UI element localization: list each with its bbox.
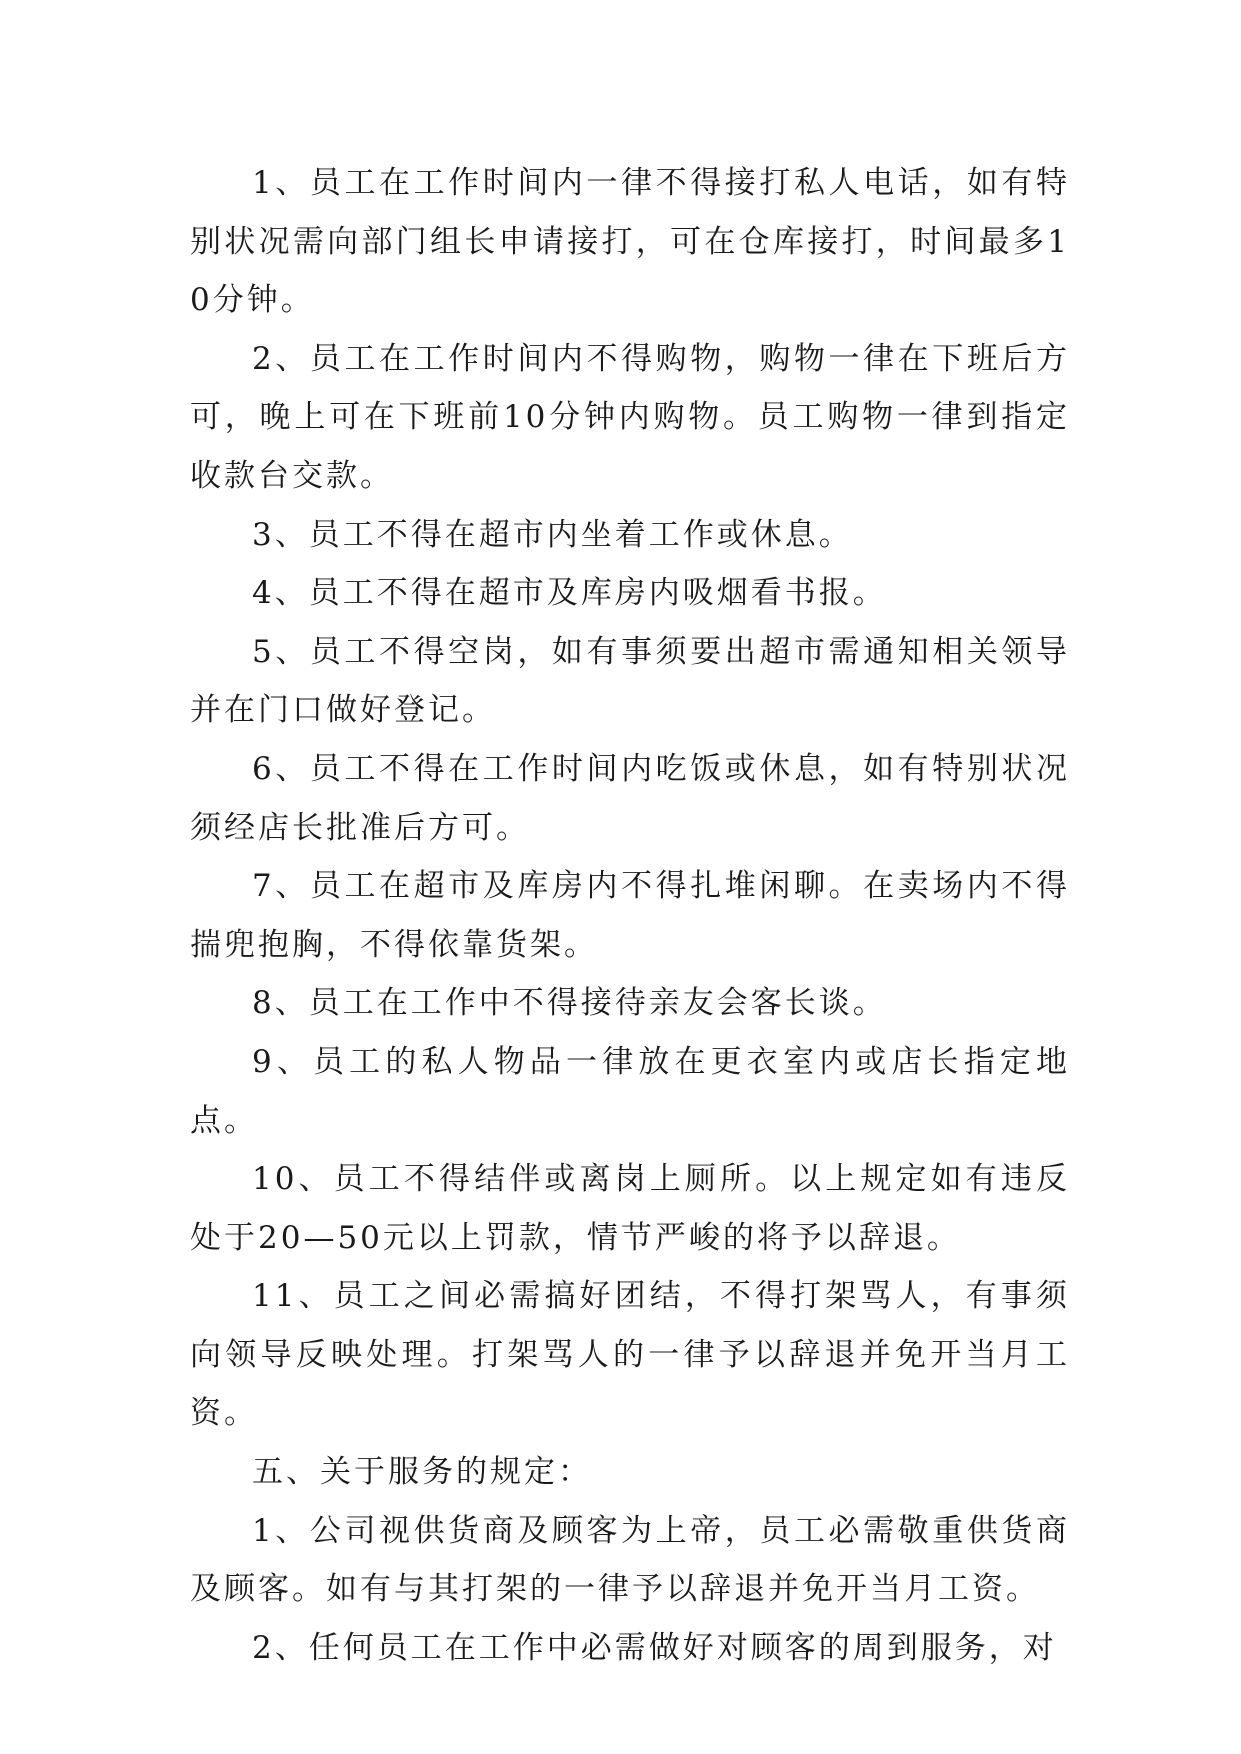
section-heading: 五、关于服务的规定： xyxy=(252,1454,592,1491)
rule-paragraph: 6、员工不得在工作时间内吃饭或休息，如有特别状况须经店长批准后方可。 xyxy=(190,750,1070,846)
rule-paragraph: 1、公司视供货商及顾客为上帝，员工必需敬重供货商及顾客。如有与其打架的一律予以辞退并免开当月工资。 xyxy=(190,1512,1070,1608)
rule-paragraph: 3、员工不得在超市内坐着工作或休息。 xyxy=(252,516,853,553)
rule-paragraph: 2、任何员工在工作中必需做好对顾客的周到服务，对 xyxy=(252,1629,1057,1666)
document-body xyxy=(190,154,1070,1677)
rule-paragraph: 1、员工在工作时间内一律不得接打私人电话，如有特别状况需向部门组长申请接打，可在仓库接打，时间最多10分钟。 xyxy=(190,165,1070,319)
rule-paragraph: 2、员工在工作时间内不得购物，购物一律在下班后方可，晚上可在下班前10分钟内购物。员工购物一律到指定收款台交款。 xyxy=(190,340,1070,494)
rule-paragraph: 7、员工在超市及库房内不得扎堆闲聊。在卖场内不得揣兜抱胸，不得依靠货架。 xyxy=(190,868,1070,963)
rule-paragraph: 11、员工之间必需搞好团结，不得打架骂人，有事须向领导反映处理。打架骂人的一律予以辞退并免开当月工资。 xyxy=(190,1278,1070,1432)
rule-paragraph: 4、员工不得在超市及库房内吸烟看书报。 xyxy=(252,575,887,612)
rule-paragraph: 10、员工不得结伴或离岗上厕所。以上规定如有违反处于20—50元以上罚款，情节严峻的将予以辞退。 xyxy=(190,1161,1070,1256)
rule-paragraph: 9、员工的私人物品一律放在更衣室内或店长指定地点。 xyxy=(190,1043,1070,1139)
rule-paragraph: 8、员工在工作中不得接待亲友会客长谈。 xyxy=(252,985,887,1022)
rule-paragraph: 5、员工不得空岗，如有事须要出超市需通知相关领导并在门口做好登记。 xyxy=(190,633,1070,729)
